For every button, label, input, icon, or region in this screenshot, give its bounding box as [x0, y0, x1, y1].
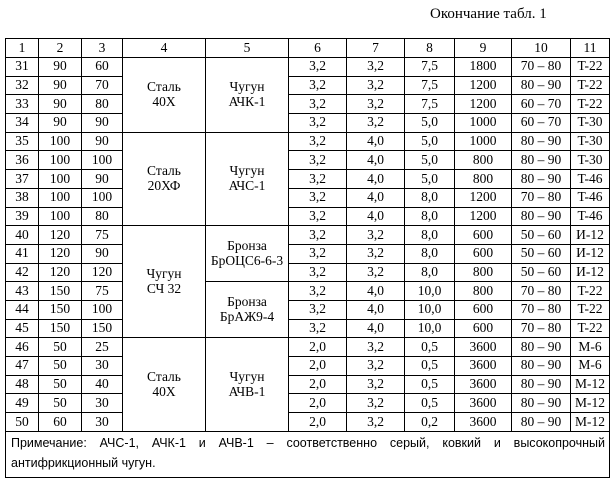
- cell-col7: 3,2: [347, 394, 405, 413]
- cell-col6: 3,2: [289, 151, 347, 170]
- cell-col7: 4,0: [347, 207, 405, 226]
- cell-number: 31: [6, 58, 39, 77]
- cell-col6: 3,2: [289, 282, 347, 301]
- table-caption: Окончание табл. 1: [430, 6, 547, 22]
- cell-col2: 90: [39, 114, 82, 133]
- cell-col11: T-22: [571, 76, 610, 95]
- cell-col10: 50 – 60: [512, 226, 571, 245]
- cell-col8: 5,0: [405, 114, 455, 133]
- cell-col8: 10,0: [405, 319, 455, 338]
- cell-col8: 8,0: [405, 263, 455, 282]
- cell-number: 39: [6, 207, 39, 226]
- cell-col8: 8,0: [405, 226, 455, 245]
- cell-col9: 3600: [455, 394, 512, 413]
- cell-number: 50: [6, 413, 39, 432]
- column-header: 7: [347, 39, 405, 58]
- cell-col3: 90: [82, 170, 123, 189]
- cell-number: 32: [6, 76, 39, 95]
- cell-col8: 10,0: [405, 282, 455, 301]
- cell-col10: 80 – 90: [512, 394, 571, 413]
- cell-col11: T-22: [571, 282, 610, 301]
- table-row: [6, 244, 610, 263]
- cell-col7: 3,2: [347, 95, 405, 114]
- cell-col9: 800: [455, 282, 512, 301]
- cell-col2: 120: [39, 226, 82, 245]
- cell-col3: 30: [82, 357, 123, 376]
- cell-col6: 3,2: [289, 95, 347, 114]
- cell-col8: 0,5: [405, 357, 455, 376]
- cell-col9: 1800: [455, 58, 512, 77]
- cell-number: 45: [6, 319, 39, 338]
- cell-col3: 30: [82, 413, 123, 432]
- table-row: [6, 151, 610, 170]
- table-row: [6, 226, 610, 245]
- cell-col10: 80 – 90: [512, 413, 571, 432]
- cell-col2: 100: [39, 188, 82, 207]
- cell-col7: 4,0: [347, 319, 405, 338]
- column-header: 9: [455, 39, 512, 58]
- cell-workpiece-material: Сталь 20ХФ: [123, 132, 206, 225]
- cell-col9: 600: [455, 319, 512, 338]
- cell-col10: 80 – 90: [512, 151, 571, 170]
- cell-col6: 3,2: [289, 114, 347, 133]
- column-header: 3: [82, 39, 123, 58]
- cell-col3: 100: [82, 188, 123, 207]
- cell-number: 41: [6, 244, 39, 263]
- cell-col8: 7,5: [405, 95, 455, 114]
- table-row: [6, 338, 610, 357]
- cell-col8: 5,0: [405, 170, 455, 189]
- table-row: [6, 170, 610, 189]
- cell-number: 46: [6, 338, 39, 357]
- cell-col8: 0,2: [405, 413, 455, 432]
- cell-col8: 10,0: [405, 300, 455, 319]
- column-header: 4: [123, 39, 206, 58]
- cell-col8: 7,5: [405, 76, 455, 95]
- cell-col7: 3,2: [347, 263, 405, 282]
- cell-col6: 3,2: [289, 188, 347, 207]
- cell-col11: M-12: [571, 413, 610, 432]
- cell-col6: 3,2: [289, 263, 347, 282]
- cell-col3: 25: [82, 338, 123, 357]
- cell-number: 48: [6, 375, 39, 394]
- cell-col7: 3,2: [347, 357, 405, 376]
- table-row: [6, 114, 610, 133]
- table-row: [6, 132, 610, 151]
- cell-col9: 800: [455, 263, 512, 282]
- cell-col8: 0,5: [405, 375, 455, 394]
- cell-col3: 100: [82, 151, 123, 170]
- cell-col9: 3600: [455, 338, 512, 357]
- cell-col6: 3,2: [289, 319, 347, 338]
- cell-col11: И-12: [571, 244, 610, 263]
- cell-col11: T-22: [571, 95, 610, 114]
- cell-col6: 3,2: [289, 58, 347, 77]
- cell-col3: 120: [82, 263, 123, 282]
- cell-col10: 70 – 80: [512, 58, 571, 77]
- cell-col10: 80 – 90: [512, 375, 571, 394]
- cell-col8: 0,5: [405, 394, 455, 413]
- cell-col10: 80 – 90: [512, 207, 571, 226]
- cell-col8: 7,5: [405, 58, 455, 77]
- column-header: 1: [6, 39, 39, 58]
- cell-col2: 50: [39, 375, 82, 394]
- cell-col6: 3,2: [289, 76, 347, 95]
- table-row: [6, 394, 610, 413]
- cell-col11: T-30: [571, 132, 610, 151]
- cell-col11: M-6: [571, 338, 610, 357]
- cell-col8: 5,0: [405, 151, 455, 170]
- cell-tool-material: Чугун АЧС-1: [206, 132, 289, 225]
- cell-number: 34: [6, 114, 39, 133]
- cell-col6: 3,2: [289, 244, 347, 263]
- cell-col6: 3,2: [289, 300, 347, 319]
- cell-col10: 60 – 70: [512, 95, 571, 114]
- cell-col7: 4,0: [347, 151, 405, 170]
- cell-col2: 60: [39, 413, 82, 432]
- column-header: 5: [206, 39, 289, 58]
- table-row: [6, 375, 610, 394]
- cell-number: 43: [6, 282, 39, 301]
- table-row: [6, 76, 610, 95]
- cell-col6: 3,2: [289, 226, 347, 245]
- cell-col3: 150: [82, 319, 123, 338]
- cell-col2: 90: [39, 95, 82, 114]
- cell-col6: 3,2: [289, 132, 347, 151]
- cell-col2: 100: [39, 132, 82, 151]
- cell-col11: T-46: [571, 170, 610, 189]
- cell-col2: 150: [39, 300, 82, 319]
- cell-col10: 70 – 80: [512, 188, 571, 207]
- cell-col8: 8,0: [405, 207, 455, 226]
- cell-col11: M-12: [571, 375, 610, 394]
- cell-col7: 3,2: [347, 114, 405, 133]
- cell-col9: 1000: [455, 114, 512, 133]
- cell-col9: 1200: [455, 188, 512, 207]
- cell-col11: T-30: [571, 151, 610, 170]
- cell-col10: 80 – 90: [512, 76, 571, 95]
- table-note: Примечание: АЧС-1, АЧК-1 и АЧВ-1 – соответственно серый, ковкий и высокопрочный антифрикционный чугун.: [5, 431, 610, 478]
- cell-col6: 3,2: [289, 170, 347, 189]
- cell-number: 47: [6, 357, 39, 376]
- table-row: [6, 207, 610, 226]
- cell-col2: 50: [39, 394, 82, 413]
- cell-col10: 70 – 80: [512, 300, 571, 319]
- cell-col2: 120: [39, 263, 82, 282]
- cell-number: 40: [6, 226, 39, 245]
- cell-col3: 80: [82, 95, 123, 114]
- table-row: [6, 357, 610, 376]
- cell-col3: 60: [82, 58, 123, 77]
- cell-col3: 30: [82, 394, 123, 413]
- cell-col10: 80 – 90: [512, 357, 571, 376]
- column-header: 10: [512, 39, 571, 58]
- cell-col10: 80 – 90: [512, 132, 571, 151]
- table-row: [6, 58, 610, 77]
- cell-col2: 90: [39, 58, 82, 77]
- cell-tool-material: Чугун АЧК-1: [206, 58, 289, 133]
- column-header: 11: [571, 39, 610, 58]
- cell-col3: 80: [82, 207, 123, 226]
- column-header: 2: [39, 39, 82, 58]
- cell-number: 37: [6, 170, 39, 189]
- cell-col7: 3,2: [347, 375, 405, 394]
- cell-col9: 3600: [455, 357, 512, 376]
- cell-col2: 150: [39, 319, 82, 338]
- cell-col11: T-22: [571, 319, 610, 338]
- cell-col9: 600: [455, 226, 512, 245]
- cell-col9: 1200: [455, 95, 512, 114]
- cell-col9: 600: [455, 244, 512, 263]
- cell-col7: 3,2: [347, 76, 405, 95]
- cell-col11: И-12: [571, 226, 610, 245]
- cell-col10: 80 – 90: [512, 338, 571, 357]
- cell-col10: 60 – 70: [512, 114, 571, 133]
- cell-col10: 70 – 80: [512, 282, 571, 301]
- cell-col7: 3,2: [347, 338, 405, 357]
- cell-col7: 4,0: [347, 132, 405, 151]
- column-header: 8: [405, 39, 455, 58]
- cell-col7: 4,0: [347, 188, 405, 207]
- cell-tool-material: Бронза БрОЦС6-6-3: [206, 226, 289, 282]
- cell-col3: 100: [82, 300, 123, 319]
- table-body: [6, 58, 610, 432]
- cell-col9: 1200: [455, 207, 512, 226]
- table-row: [6, 188, 610, 207]
- cell-col8: 5,0: [405, 132, 455, 151]
- cell-number: 44: [6, 300, 39, 319]
- cell-col9: 1200: [455, 76, 512, 95]
- cell-col3: 40: [82, 375, 123, 394]
- cell-col2: 120: [39, 244, 82, 263]
- cell-col2: 90: [39, 76, 82, 95]
- cell-col7: 4,0: [347, 170, 405, 189]
- cell-col7: 3,2: [347, 244, 405, 263]
- table-row: [6, 282, 610, 301]
- data-table: [5, 38, 610, 432]
- cell-col10: 50 – 60: [512, 244, 571, 263]
- column-header: 6: [289, 39, 347, 58]
- cell-tool-material: Чугун АЧВ-1: [206, 338, 289, 432]
- cell-col3: 90: [82, 132, 123, 151]
- table-row: [6, 300, 610, 319]
- cell-col2: 50: [39, 357, 82, 376]
- cell-col10: 70 – 80: [512, 319, 571, 338]
- cell-workpiece-material: Сталь 40Х: [123, 338, 206, 432]
- cell-col11: T-46: [571, 188, 610, 207]
- cell-col9: 3600: [455, 413, 512, 432]
- table-row: [6, 263, 610, 282]
- cell-col2: 100: [39, 151, 82, 170]
- cell-col3: 90: [82, 114, 123, 133]
- cell-col2: 100: [39, 207, 82, 226]
- cell-col6: 2,0: [289, 357, 347, 376]
- cell-tool-material: Бронза БрАЖ9-4: [206, 282, 289, 338]
- cell-col3: 70: [82, 76, 123, 95]
- cell-col6: 2,0: [289, 375, 347, 394]
- cell-number: 38: [6, 188, 39, 207]
- cell-col8: 8,0: [405, 188, 455, 207]
- cell-col9: 3600: [455, 375, 512, 394]
- cell-col11: M-6: [571, 357, 610, 376]
- cell-col7: 3,2: [347, 226, 405, 245]
- cell-col8: 8,0: [405, 244, 455, 263]
- cell-col10: 50 – 60: [512, 263, 571, 282]
- cell-col11: T-22: [571, 300, 610, 319]
- cell-col8: 0,5: [405, 338, 455, 357]
- cell-col11: T-30: [571, 114, 610, 133]
- cell-number: 33: [6, 95, 39, 114]
- cell-col7: 3,2: [347, 413, 405, 432]
- cell-col6: 2,0: [289, 413, 347, 432]
- cell-number: 35: [6, 132, 39, 151]
- cell-col11: M-12: [571, 394, 610, 413]
- cell-number: 49: [6, 394, 39, 413]
- cell-col6: 2,0: [289, 338, 347, 357]
- cell-col9: 1000: [455, 132, 512, 151]
- cell-col10: 80 – 90: [512, 170, 571, 189]
- table-row: [6, 319, 610, 338]
- cell-col2: 50: [39, 338, 82, 357]
- cell-col3: 90: [82, 244, 123, 263]
- cell-workpiece-material: Сталь 40Х: [123, 58, 206, 133]
- cell-col9: 800: [455, 170, 512, 189]
- cell-col7: 4,0: [347, 282, 405, 301]
- cell-number: 42: [6, 263, 39, 282]
- cell-col2: 100: [39, 170, 82, 189]
- cell-col2: 150: [39, 282, 82, 301]
- cell-workpiece-material: Чугун СЧ 32: [123, 226, 206, 338]
- table-row: [6, 95, 610, 114]
- cell-col9: 800: [455, 151, 512, 170]
- cell-col11: T-46: [571, 207, 610, 226]
- cell-col7: 3,2: [347, 58, 405, 77]
- cell-number: 36: [6, 151, 39, 170]
- table-row: [6, 413, 610, 432]
- cell-col9: 600: [455, 300, 512, 319]
- cell-col11: T-22: [571, 58, 610, 77]
- cell-col6: 3,2: [289, 207, 347, 226]
- cell-col3: 75: [82, 226, 123, 245]
- cell-col7: 4,0: [347, 300, 405, 319]
- cell-col11: И-12: [571, 263, 610, 282]
- cell-col6: 2,0: [289, 394, 347, 413]
- header-row: [6, 39, 610, 58]
- cell-col3: 75: [82, 282, 123, 301]
